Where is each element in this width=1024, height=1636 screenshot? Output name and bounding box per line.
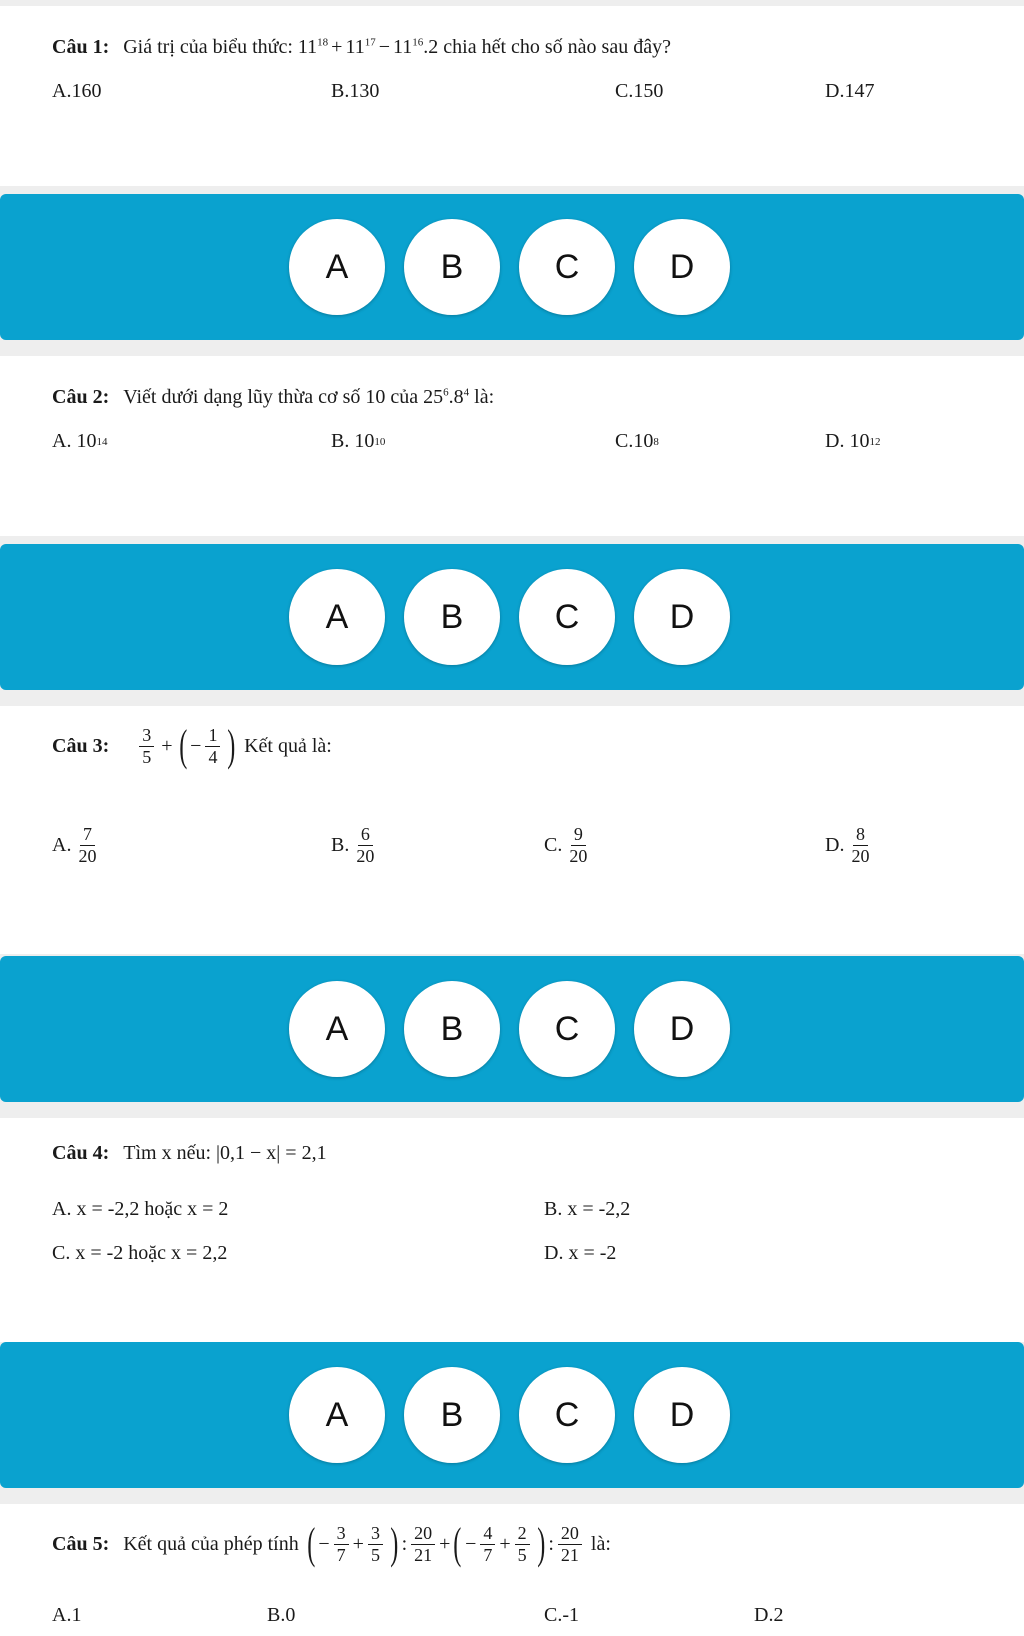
option-b: B. x = -2,2 bbox=[544, 1198, 631, 1220]
option-a: A. 10 14 bbox=[52, 430, 108, 452]
option-c: C. x = -2 hoặc x = 2,2 bbox=[52, 1242, 228, 1264]
option-c: C.150 bbox=[615, 80, 664, 102]
question-5-card bbox=[0, 1504, 1024, 1636]
question-5-text: Câu 5: Kết quả của phép tính ( − $\frac{3}{7}$ + $\frac{3}{5}$ ) : $\frac{20}{21}$ + ( − $\frac{4}{7}$ + $\frac{2}{5}$ ) : $\frac{20}{21}$ là: bbox=[52, 1519, 611, 1568]
answer-c-button[interactable]: C bbox=[519, 981, 615, 1077]
answer-d-button[interactable]: D bbox=[634, 219, 730, 315]
question-1-text: Câu 1: Giá trị của biểu thức: $11^{18} + 11^{17} - 11^{16}.2$ chia hết cho số nào sau đây? bbox=[52, 36, 671, 58]
question-3-text: Câu 3: $\frac{3}{5}$ + ( − $\frac{1}{4}$ ) Kết quả là: bbox=[52, 721, 332, 770]
option-d: D. x = -2 bbox=[544, 1242, 617, 1264]
answer-d-button[interactable]: D bbox=[634, 1367, 730, 1463]
option-b: B.0 bbox=[267, 1604, 296, 1626]
answer-a-button[interactable]: A bbox=[289, 219, 385, 315]
answer-a-button[interactable]: A bbox=[289, 981, 385, 1077]
answer-b-button[interactable]: B bbox=[404, 219, 500, 315]
option-c: C.-1 bbox=[544, 1604, 579, 1626]
question-label: Câu 4: bbox=[52, 1142, 110, 1164]
option-a: A. x = -2,2 hoặc x = 2 bbox=[52, 1198, 229, 1220]
option-c: C. 10 8 bbox=[615, 430, 659, 452]
answer-c-button[interactable]: C bbox=[519, 219, 615, 315]
answer-c-button[interactable]: C bbox=[519, 1367, 615, 1463]
option-b: B. 10 10 bbox=[331, 430, 386, 452]
question-2-text: Câu 2: Viết dưới dạng lũy thừa cơ số 10 của $25^6.8^4$ là: bbox=[52, 386, 495, 408]
fraction: $\frac{1}{4}$ bbox=[205, 725, 220, 767]
answer-bar-2 bbox=[0, 544, 1024, 690]
question-label: Câu 2: bbox=[52, 386, 110, 408]
expression: $11^{18} + 11^{17} - 11^{16}.2$ bbox=[297, 36, 439, 58]
option-d: D. 10 12 bbox=[825, 430, 881, 452]
question-4-card bbox=[0, 1118, 1024, 1342]
answer-b-button[interactable]: B bbox=[404, 569, 500, 665]
question-2-card bbox=[0, 356, 1024, 536]
answer-bar-4 bbox=[0, 1342, 1024, 1488]
option-d: D.2 bbox=[754, 1604, 784, 1626]
expression: |0,1 − x| = 2,1 bbox=[216, 1142, 327, 1164]
option-b: B. $\frac{6}{20}$ bbox=[331, 824, 375, 866]
question-1-card bbox=[0, 6, 1024, 186]
option-d: D. $\frac{8}{20}$ bbox=[825, 824, 870, 866]
fraction: $\frac{3}{5}$ bbox=[139, 725, 154, 767]
answer-d-button[interactable]: D bbox=[634, 569, 730, 665]
question-label: Câu 5: bbox=[52, 1532, 110, 1555]
option-a: A.160 bbox=[52, 80, 102, 102]
answer-b-button[interactable]: B bbox=[404, 981, 500, 1077]
question-3-card bbox=[0, 706, 1024, 954]
answer-b-button[interactable]: B bbox=[404, 1367, 500, 1463]
answer-bar-3 bbox=[0, 956, 1024, 1102]
option-c: C. $\frac{9}{20}$ bbox=[544, 824, 588, 866]
option-d: D.147 bbox=[825, 80, 875, 102]
option-a: A.1 bbox=[52, 1604, 82, 1626]
expression: $25^6.8^4$ bbox=[423, 386, 470, 408]
question-label: Câu 1: bbox=[52, 36, 110, 58]
answer-a-button[interactable]: A bbox=[289, 569, 385, 665]
question-4-text: Câu 4: Tìm x nếu: |0,1 − x| = 2,1 bbox=[52, 1142, 327, 1164]
option-a: A. $\frac{7}{20}$ bbox=[52, 824, 97, 866]
answer-c-button[interactable]: C bbox=[519, 569, 615, 665]
answer-a-button[interactable]: A bbox=[289, 1367, 385, 1463]
answer-d-button[interactable]: D bbox=[634, 981, 730, 1077]
option-b: B.130 bbox=[331, 80, 380, 102]
question-label: Câu 3: bbox=[52, 734, 110, 757]
answer-bar-1 bbox=[0, 194, 1024, 340]
